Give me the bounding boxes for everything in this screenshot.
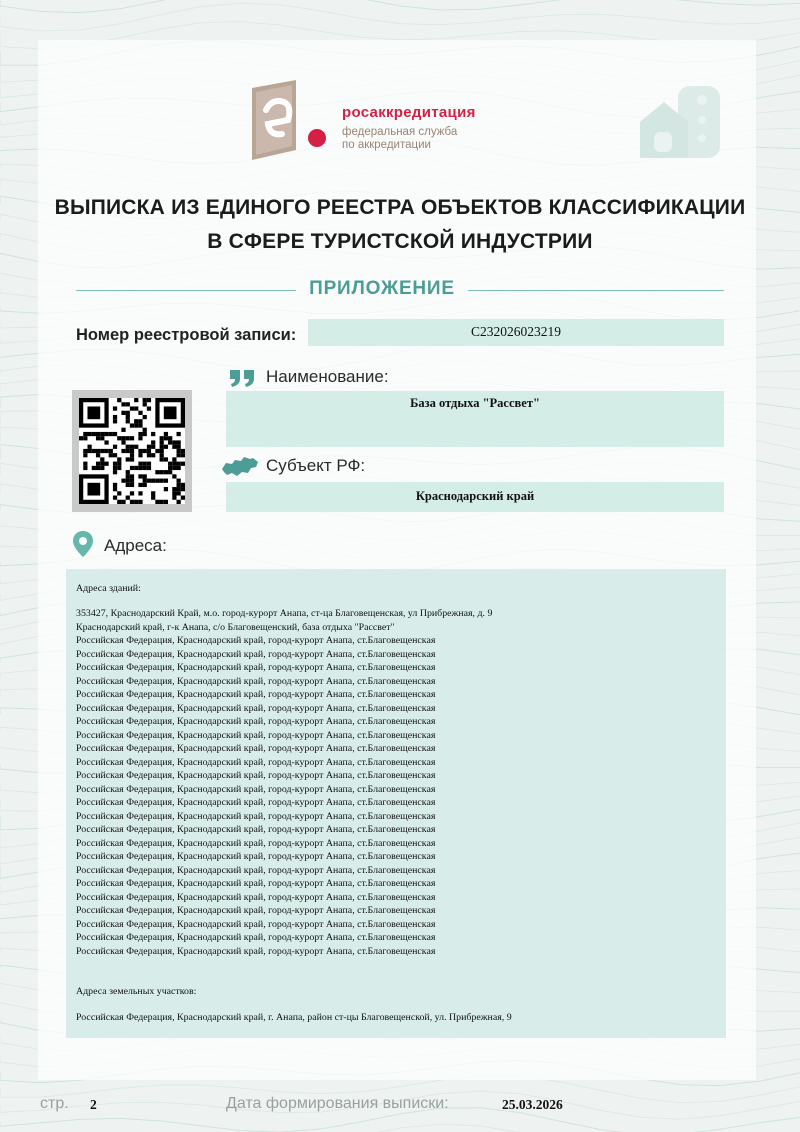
building-address-line: Российская Федерация, Краснодарский край, город-курорт Анапа, ст.Благовещенская [76,918,436,930]
buildings-header: Адреса зданий: [76,583,141,594]
building-address-line: Российская Федерация, Краснодарский край, город-курорт Анапа, ст.Благовещенская [76,648,436,660]
registry-number-value: С232026023219 [470,324,561,339]
building-address-line: Российская Федерация, Краснодарский край, город-курорт Анапа, ст.Благовещенская [76,837,436,849]
building-address-line: Российская Федерация, Краснодарский край, город-курорт Анапа, ст.Благовещенская [76,810,436,822]
registry-number-label: Номер реестровой записи: [76,326,297,344]
building-address-line: 353427, Краснодарский Край, м.о. город-курорт Анапа, ст-ца Благовещенская, ул Прибрежная, д. 9 [76,608,493,619]
annex-heading: ПРИЛОЖЕНИЕ [309,278,455,299]
building-address-line: Российская Федерация, Краснодарский край, город-курорт Анапа, ст.Благовещенская [76,824,436,835]
building-address-line: Российская Федерация, Краснодарский край, город-курорт Анапа, ст.Благовещенская [76,702,436,714]
document-title-line1: ВЫПИСКА ИЗ ЕДИНОГО РЕЕСТРА ОБЪЕКТОВ КЛАССИФИКАЦИИ [54,196,746,219]
watermark-emblem-icon [636,80,726,162]
building-address-line: Российская Федерация, Краснодарский край, город-курорт Анапа, ст.Благовещенская [76,770,436,781]
buildings-list [76,607,492,958]
annex-divider-left [76,290,296,291]
name-label: Наименование: [266,367,389,386]
building-address-line: Российская Федерация, Краснодарский край, город-курорт Анапа, ст.Благовещенская [76,675,436,687]
map-pin-icon [72,530,94,558]
building-address-line: Российская Федерация, Краснодарский край, город-курорт Анапа, ст.Благовещенская [76,716,436,727]
russia-map-icon [220,455,260,479]
addresses-label: Адреса: [104,536,167,555]
building-address-line: Российская Федерация, Краснодарский край, город-курорт Анапа, ст.Благовещенская [76,851,436,862]
page-number: 2 [90,1097,97,1112]
logo-subtitle-line2: по аккредитации [342,139,431,151]
land-header: Адреса земельных участков: [76,986,197,997]
land-list [76,1011,512,1025]
building-address-line: Российская Федерация, Краснодарский край, город-курорт Анапа, ст.Благовещенская [76,756,436,768]
land-address-line: Российская Федерация, Краснодарский край, г. Анапа, район ст-цы Благовещенской, ул. Прибрежная, 9 [76,1012,512,1023]
date-label: Дата формирования выписки: [226,1095,449,1112]
building-address-line: Российская Федерация, Краснодарский край, город-курорт Анапа, ст.Благовещенская [76,635,436,646]
logo-subtitle [342,126,457,152]
building-address-line: Российская Федерация, Краснодарский край, город-курорт Анапа, ст.Благовещенская [76,905,436,916]
rosaccreditation-logo-icon [246,80,336,164]
building-address-line: Российская Федерация, Краснодарский край, город-курорт Анапа, ст.Благовещенская [76,797,436,808]
building-address-line: Российская Федерация, Краснодарский край, город-курорт Анапа, ст.Благовещенская [76,878,436,889]
building-address-line: Российская Федерация, Краснодарский край, город-курорт Анапа, ст.Благовещенская [76,689,436,700]
date-value: 25.03.2026 [502,1097,563,1112]
building-address-line: Российская Федерация, Краснодарский край, город-курорт Анапа, ст.Благовещенская [76,891,436,903]
building-address-line: Российская Федерация, Краснодарский край, город-курорт Анапа, ст.Благовещенская [76,662,436,673]
logo-name: росаккредитация [342,104,476,121]
quote-icon [228,368,258,388]
annex-divider-right [468,290,724,291]
subject-value: Краснодарский край [415,489,535,503]
name-value: База отдыха "Рассвет" [410,396,540,410]
building-address-line: Российская Федерация, Краснодарский край, город-курорт Анапа, ст.Благовещенская [76,729,436,741]
qr-code [79,398,185,504]
building-address-line: Российская Федерация, Краснодарский край, город-курорт Анапа, ст.Благовещенская [76,864,436,876]
building-address-line: Российская Федерация, Краснодарский край, город-курорт Анапа, ст.Благовещенская [76,743,436,754]
page-label: стр. [40,1095,69,1112]
subject-label: Субъект РФ: [266,456,366,475]
building-address-line: Краснодарский край, г-к Анапа, с/о Благовещенский, база отдыха "Рассвет" [76,621,395,633]
building-address-line: Российская Федерация, Краснодарский край, город-курорт Анапа, ст.Благовещенская [76,945,436,957]
building-address-line: Российская Федерация, Краснодарский край, город-курорт Анапа, ст.Благовещенская [76,932,436,943]
logo-subtitle-line1: федеральная служба [342,126,458,138]
building-address-line: Российская Федерация, Краснодарский край, город-курорт Анапа, ст.Благовещенская [76,783,436,795]
document-title-line2: В СФЕРЕ ТУРИСТСКОЙ ИНДУСТРИИ [207,230,593,253]
